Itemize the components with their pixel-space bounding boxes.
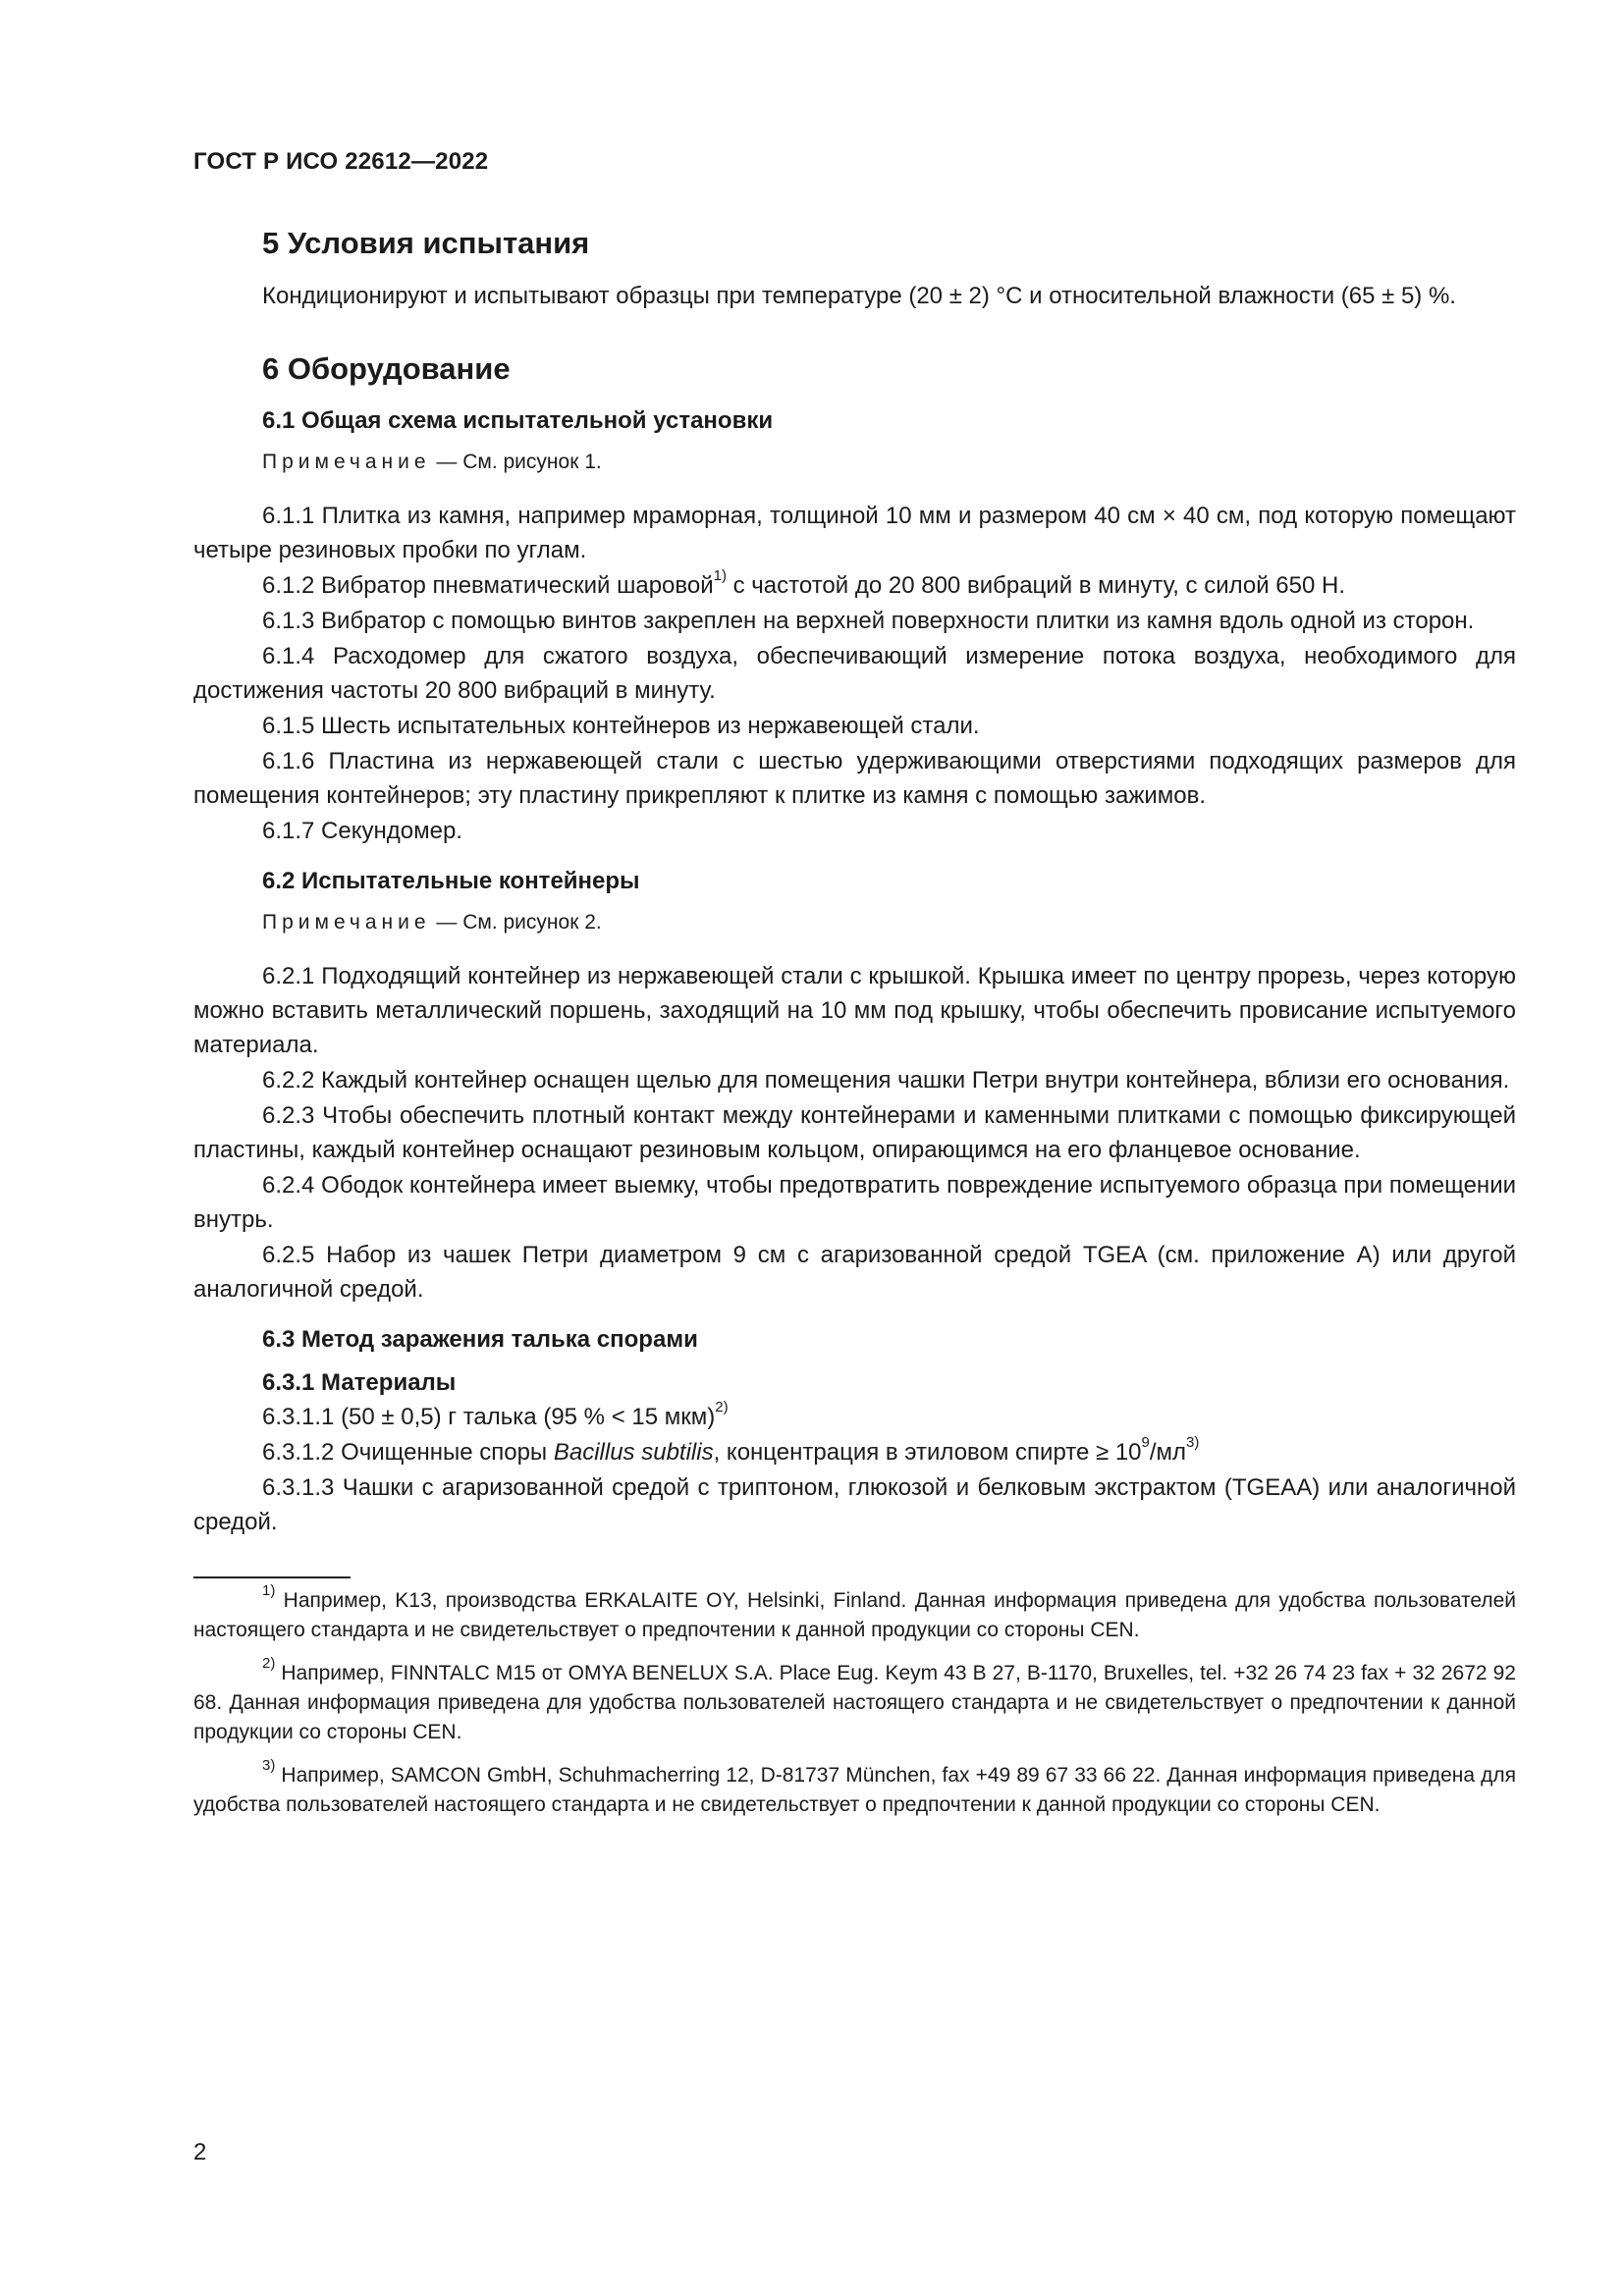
section-6-2-heading: 6.2 Испытательные контейнеры bbox=[262, 868, 640, 894]
footnote-ref-3[interactable]: 3) bbox=[1186, 1434, 1200, 1451]
item-6-3-1-3: 6.3.1.3 Чашки с агаризованной средой с триптоном, глюкозой и белковым экстрактом (TGEAA) или аналогичной средой. bbox=[193, 1474, 1516, 1535]
item-6-1-7: 6.1.7 Секундомер. bbox=[262, 818, 462, 844]
note-label: Примечание bbox=[262, 911, 431, 934]
section-6-1-note bbox=[262, 448, 1516, 477]
item-6-1-4: 6.1.4 Расходомер для сжатого воздуха, обеспечивающий измерение потока воздуха, необходимого для достижения частоты 20 800 вибраций в минуту. bbox=[193, 643, 1516, 704]
footnote-1: $^{1)}$ Например, K13, производства ERKALAITE OY, Helsinki, Finland. Данная информация приведена для удобства пользователей настоящего стандарта и не свидетельствует о предпочтении к данной продукции со стороны CEN. bbox=[193, 1582, 1516, 1641]
section-5-text: Кондиционируют и испытывают образцы при температуре (20 ± 2) °С и относительной влажности (65 ± 5) %. bbox=[262, 283, 1456, 309]
item-6-1-6: 6.1.6 Пластина из нержавеющей стали с шестью удерживающими отверстиями подходящих размеров для помещения контейнеров; эту пластину прикрепляют к плитке из камня с помощью зажимов. bbox=[193, 748, 1516, 809]
page-body bbox=[193, 222, 1516, 1834]
section-6-2-note bbox=[262, 908, 1516, 937]
item-6-2-5: 6.2.5 Набор из чашек Петри диаметром 9 см с агаризованной средой TGEA (см. приложение А) или другой аналогичной средой. bbox=[193, 1242, 1516, 1303]
item-6-3-1-1: 6.3.1.1 (50 ± 0,5) г талька (95 % < 15 мкм)$^{2)}$ bbox=[262, 1399, 729, 1430]
footnote-ref-2[interactable]: 2) bbox=[715, 1399, 729, 1415]
footnote-divider bbox=[193, 1576, 351, 1578]
standard-header: ГОСТ Р ИСО 22612—2022 bbox=[193, 148, 489, 175]
note-text: — См. рисунок 2. bbox=[430, 911, 602, 934]
item-6-2-2: 6.2.2 Каждый контейнер оснащен щелью для помещения чашки Петри внутри контейнера, вблизи его основания. bbox=[262, 1067, 1510, 1094]
footnote-2: $^{2)}$ Например, FINNTALC M15 от OMYA BENELUX S.A. Place Eug. Keym 43 B 27, B-1170, Bruxelles, tel. +32 26 74 23 fax + 32 2672 92 68. Данная информация приведена для удобства пользователей настоящего стандарта и не свидетельствует о предпочтении к данной продукции со стороны CEN. bbox=[193, 1655, 1516, 1743]
footnote-ref-1[interactable]: 1) bbox=[713, 567, 727, 584]
footnote-mark: 3) bbox=[262, 1757, 276, 1774]
page-number: 2 bbox=[193, 2139, 207, 2165]
section-6-3-heading: 6.3 Метод заражения талька спорами bbox=[262, 1326, 698, 1353]
section-5-heading: 5 Условия испытания bbox=[262, 226, 590, 260]
note-text: — См. рисунок 1. bbox=[430, 451, 602, 473]
item-6-1-1: 6.1.1 Плитка из камня, например мраморная, толщиной 10 мм и размером 40 см × 40 см, под которую помещают четыре резиновых пробки по углам. bbox=[193, 503, 1516, 563]
item-6-3-1-2: 6.3.1.2 Очищенные споры Bacillus subtilis, концентрация в этиловом спирте ≥ $10^9/мл^{3)}$ bbox=[262, 1434, 1200, 1466]
item-6-2-4: 6.2.4 Ободок контейнера имеет выемку, чтобы предотвратить повреждение испытуемого образца при помещении внутрь. bbox=[193, 1172, 1516, 1233]
item-6-1-3: 6.1.3 Вибратор с помощью винтов закреплен на верхней поверхности плитки из камня вдоль одной из сторон. bbox=[262, 608, 1475, 634]
exponent: 9 bbox=[1141, 1434, 1150, 1451]
footnote-mark: 2) bbox=[262, 1655, 276, 1672]
footnote-3: $^{3)}$ Например, SAMCON GmbH, Schuhmacherring 12, D-81737 München, fax +49 89 67 33 66 22. Данная информация приведена для удобства пользователей настоящего стандарта и не свидетельствует о предпочтении к данной продукции со стороны CEN. bbox=[193, 1757, 1516, 1816]
item-6-1-5: 6.1.5 Шесть испытательных контейнеров из нержавеющей стали. bbox=[262, 713, 980, 739]
species-name: Bacillus subtilis bbox=[553, 1439, 714, 1466]
item-6-2-3: 6.2.3 Чтобы обеспечить плотный контакт между контейнерами и каменными плитками с помощью фиксирующей пластины, каждый контейнер оснащают резиновым кольцом, опирающимся на его фланцевое основание. bbox=[193, 1102, 1516, 1163]
section-6-heading: 6 Оборудование bbox=[262, 351, 511, 386]
section-6-1-heading: 6.1 Общая схема испытательной установки bbox=[262, 407, 774, 434]
footnote-mark: 1) bbox=[262, 1582, 276, 1599]
note-label: Примечание bbox=[262, 451, 431, 473]
item-6-2-1: 6.2.1 Подходящий контейнер из нержавеющей стали с крышкой. Крышка имеет по центру прорезь, через которую можно вставить металлический поршень, заходящий на 10 мм под крышку, чтобы обеспечить провисание испытуемого материала. bbox=[193, 963, 1516, 1058]
section-6-3-1-heading: 6.3.1 Материалы bbox=[262, 1369, 457, 1396]
item-6-1-2: 6.1.2 Вибратор пневматический шаровой$^{1)}$ с частотой до 20 800 вибраций в минуту, с силой 650 Н. bbox=[262, 567, 1346, 599]
